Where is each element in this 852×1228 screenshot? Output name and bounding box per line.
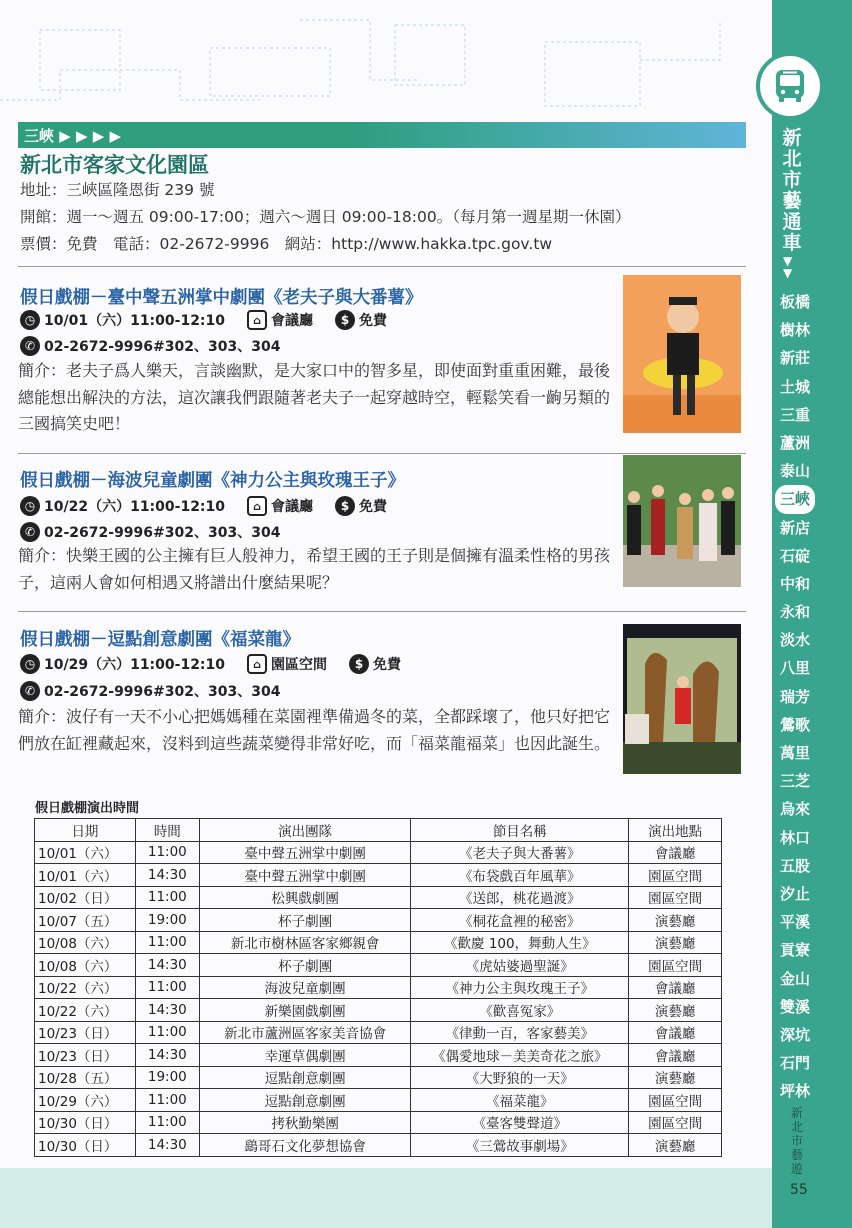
house-icon: ⌂ [247, 654, 267, 674]
sidebar-item[interactable]: 平溪 [779, 913, 810, 932]
event-time: 10/29（六）11:00-12:10 [44, 657, 226, 673]
column-header: 時間 [135, 819, 199, 842]
table-row [35, 1134, 722, 1157]
hours-text: 開館：週一～週五 09:00-17:00；週六～週日 09:00-18:00。（每月第一週星期一休園） [20, 208, 631, 226]
table-cell: 10/28（五） [35, 1066, 136, 1089]
table-row [35, 909, 722, 932]
table-cell: 10/22（六） [35, 999, 136, 1022]
place-title: 新北市客家文化園區 [20, 153, 209, 177]
table-cell: 19:00 [135, 909, 199, 932]
sidebar-item[interactable]: 萬里 [779, 744, 810, 762]
clock-icon: ◷ [20, 496, 40, 516]
event-phone-row [20, 522, 280, 542]
clock-icon: ◷ [20, 654, 40, 674]
table-row [35, 976, 722, 999]
table-row [35, 1111, 722, 1134]
sidebar-item[interactable]: 永和 [779, 603, 810, 622]
event-time: 10/22（六）11:00-12:10 [44, 499, 226, 515]
table-cell: 19:00 [135, 1066, 199, 1089]
table-row [35, 864, 722, 887]
schedule-title: 假日戲棚演出時間 [35, 801, 140, 816]
address-text: 地址：三峽區隆恩街 239 號 [20, 181, 215, 199]
event-phone: 02-2672-9996#302、303、304 [44, 684, 281, 700]
table-row [35, 1044, 722, 1067]
event-description: 簡介：波仔有一天不小心把媽媽種在菜園裡準備過冬的菜，全都踩壞了，他只好把它們放在缸裡藏起來，沒料到這些蔬菜變得非常好吃，而「福菜龍福菜」也因此誕生。 [18, 707, 611, 753]
sidebar-item[interactable]: 坪林 [779, 1082, 810, 1101]
sidebar-item[interactable]: 中和 [779, 574, 810, 593]
dollar-icon: $ [335, 496, 355, 516]
sidebar-item[interactable]: 淡水 [779, 631, 810, 650]
table-cell: 10/22（六） [35, 976, 136, 999]
table-cell: 11:00 [135, 931, 199, 954]
table-row [35, 1089, 722, 1112]
table-row [35, 931, 722, 954]
section-label: 三峽 ▶ ▶ ▶ ▶ [24, 127, 122, 145]
sidebar-title: 新北市藝通車 [782, 127, 802, 254]
table-cell: 演藝廳 [629, 1066, 722, 1089]
background-pattern [0, 0, 770, 120]
down-triangle-icon: ▼ [783, 254, 793, 268]
sidebar-item[interactable]: 土城 [779, 377, 810, 396]
table-cell: 演藝廳 [629, 1134, 722, 1157]
bottom-strip [0, 1168, 772, 1228]
sidebar-item[interactable]: 鶯歌 [779, 715, 810, 734]
event-meta [20, 496, 387, 516]
table-cell: 園區空間 [629, 864, 722, 887]
table-cell: 14:30 [135, 954, 199, 977]
phone-icon: ✆ [20, 681, 40, 701]
dollar-icon: $ [335, 310, 355, 330]
table-row [35, 1021, 722, 1044]
event-meta [20, 310, 387, 330]
clock-icon: ◷ [20, 310, 40, 330]
event-phone-row [20, 336, 280, 356]
table-cell: 10/02（日） [35, 886, 136, 909]
event-description: 簡介：老夫子爲人樂天，言談幽默，是大家口中的智多星，即使面對重重困難，最後總能想出解決的方法，這次讓我們跟隨著老夫子一起穿越時空，輕鬆笑看一齣另類的三國搞笑史吧！ [18, 361, 611, 433]
sidebar-item[interactable]: 瑞芳 [779, 687, 810, 706]
table-cell: 臺中聲五洲掌中劇團 [199, 864, 411, 887]
table-cell: 《歡慶 100，舞動人生》 [411, 931, 629, 954]
sidebar-item[interactable]: 林口 [779, 828, 810, 847]
ticket-text: 票價：免費 電話：02-2672-9996 網站：http://www.hakka.tpc.gov.tw [20, 235, 553, 253]
table-cell: 10/23（日） [35, 1044, 136, 1067]
sidebar-item[interactable]: 三重 [779, 405, 810, 424]
page-number: 55 [790, 1182, 808, 1198]
phone-icon: ✆ [20, 336, 40, 356]
sidebar-item[interactable]: 三芝 [779, 772, 810, 791]
table-cell: 園區空間 [629, 1089, 722, 1112]
table-cell: 會議廳 [629, 976, 722, 999]
column-header: 節目名稱 [411, 819, 629, 842]
table-cell: 《三鶯故事劇場》 [411, 1134, 629, 1157]
sidebar-item[interactable]: 烏來 [779, 800, 810, 819]
event-phone: 02-2672-9996#302、303、304 [44, 525, 281, 541]
table-cell: 10/30（日） [35, 1111, 136, 1134]
sidebar-item[interactable]: 雙溪 [779, 997, 810, 1016]
table-cell: 14:30 [135, 1134, 199, 1157]
event-price: 免費 [373, 657, 402, 673]
table-cell: 幸運草偶劇團 [199, 1044, 411, 1067]
table-cell: 《臺客雙聲道》 [411, 1111, 629, 1134]
schedule-table [34, 818, 722, 1157]
table-cell: 《大野狼的一天》 [411, 1066, 629, 1089]
table-cell: 會議廳 [629, 841, 722, 864]
column-header: 日期 [35, 819, 136, 842]
sidebar-item[interactable]: 貢寮 [779, 941, 810, 960]
table-cell: 逗點創意劇團 [199, 1066, 411, 1089]
divider [18, 453, 746, 454]
table-row [35, 954, 722, 977]
table-cell: 10/08（六） [35, 954, 136, 977]
table-cell: 《偶愛地球－美美奇花之旅》 [411, 1044, 629, 1067]
table-cell: 園區空間 [629, 954, 722, 977]
table-cell: 10/23（日） [35, 1021, 136, 1044]
table-cell: 11:00 [135, 1021, 199, 1044]
table-cell: 會議廳 [629, 1021, 722, 1044]
event-photo-stage [623, 624, 741, 774]
table-cell: 《神力公主與玫瑰王子》 [411, 976, 629, 999]
dollar-icon: $ [349, 654, 369, 674]
event-venue: 會議廳 [271, 499, 314, 515]
table-cell: 《布袋戲百年風華》 [411, 864, 629, 887]
table-cell: 松興戲劇團 [199, 886, 411, 909]
divider [18, 611, 746, 612]
event-price: 免費 [359, 313, 388, 329]
phone-icon: ✆ [20, 522, 40, 542]
event-time: 10/01（六）11:00-12:10 [44, 313, 226, 329]
table-cell: 新北市蘆洲區客家美音協會 [199, 1021, 411, 1044]
table-cell: 11:00 [135, 886, 199, 909]
bus-icon [756, 52, 824, 120]
table-cell: 10/01（六） [35, 864, 136, 887]
house-icon: ⌂ [247, 496, 267, 516]
district-nav [772, 288, 818, 1105]
table-cell: 《虎姑婆過聖誕》 [411, 954, 629, 977]
table-row [35, 886, 722, 909]
sidebar-item[interactable]: 金山 [779, 969, 810, 988]
down-triangle-icon: ▼ [783, 266, 793, 280]
event-meta [20, 654, 401, 674]
table-cell: 10/08（六） [35, 931, 136, 954]
sidebar-item[interactable]: 八里 [779, 659, 810, 678]
table-cell: 《福菜龍》 [411, 1089, 629, 1112]
table-cell: 杯子劇團 [199, 909, 411, 932]
table-cell: 杯子劇團 [199, 954, 411, 977]
section-banner [18, 122, 746, 148]
sidebar-item-active[interactable]: 三峽 [775, 485, 815, 513]
column-header: 演出地點 [629, 819, 722, 842]
table-cell: 10/30（日） [35, 1134, 136, 1157]
table-cell: 10/07（五） [35, 909, 136, 932]
table-cell: 《桐花盒裡的秘密》 [411, 909, 629, 932]
sidebar-item[interactable]: 新莊 [779, 349, 810, 368]
sidebar-item[interactable]: 板橋 [779, 293, 810, 311]
table-cell: 新北市樹林區客家鄉親會 [199, 931, 411, 954]
table-cell: 園區空間 [629, 886, 722, 909]
table-header-row [35, 819, 722, 842]
sidebar-item[interactable]: 樹林 [779, 321, 810, 340]
table-cell: 拷秋勤樂團 [199, 1111, 411, 1134]
table-cell: 演藝廳 [629, 999, 722, 1022]
table-cell: 《老夫子與大番薯》 [411, 841, 629, 864]
event-title: 假日戲棚－海波兒童劇團《神力公主與玫瑰王子》 [20, 471, 405, 491]
event-venue: 園區空間 [271, 657, 328, 673]
event-phone: 02-2672-9996#302、303、304 [44, 339, 281, 355]
event-title: 假日戲棚－臺中聲五洲掌中劇團《老夫子與大番薯》 [20, 288, 423, 308]
sidebar-item[interactable]: 泰山 [779, 462, 810, 481]
table-cell: 10/29（六） [35, 1089, 136, 1112]
sidebar-item[interactable]: 蘆洲 [779, 433, 810, 452]
event-price: 免費 [359, 499, 388, 515]
table-cell: 《歡喜冤家》 [411, 999, 629, 1022]
table-cell: 《律動一百，客家藝美》 [411, 1021, 629, 1044]
sidebar-item[interactable]: 石門 [779, 1054, 810, 1073]
sidebar-item[interactable]: 石碇 [779, 546, 810, 565]
table-row [35, 1066, 722, 1089]
sidebar-item[interactable]: 深坑 [779, 1025, 810, 1044]
table-cell: 11:00 [135, 1111, 199, 1134]
table-cell: 《送郎，桃花過渡》 [411, 886, 629, 909]
table-cell: 11:00 [135, 841, 199, 864]
table-row [35, 999, 722, 1022]
event-photo-children-theater [623, 455, 741, 587]
table-cell: 會議廳 [629, 1044, 722, 1067]
table-cell: 11:00 [135, 1089, 199, 1112]
table-cell: 演藝廳 [629, 931, 722, 954]
house-icon: ⌂ [247, 310, 267, 330]
event-photo-puppet [623, 275, 741, 433]
divider [18, 266, 746, 267]
sidebar-footer-text: 新北市藝遊 [790, 1106, 803, 1176]
table-cell: 逗點創意劇團 [199, 1089, 411, 1112]
event-title: 假日戲棚－逗點創意劇團《福菜龍》 [20, 630, 300, 650]
table-cell: 14:30 [135, 999, 199, 1022]
table-cell: 鷂哥石文化夢想協會 [199, 1134, 411, 1157]
event-venue: 會議廳 [271, 313, 314, 329]
sidebar-item[interactable]: 汐止 [779, 884, 810, 903]
sidebar-item[interactable]: 五股 [779, 856, 810, 875]
table-cell: 園區空間 [629, 1111, 722, 1134]
event-phone-row [20, 681, 280, 701]
table-cell: 臺中聲五洲掌中劇團 [199, 841, 411, 864]
table-cell: 14:30 [135, 1044, 199, 1067]
table-cell: 演藝廳 [629, 909, 722, 932]
event-description: 簡介：快樂王國的公主擁有巨人般神力，希望王國的王子則是個擁有溫柔性格的男孩子，這兩人會如何相遇又將譜出什麼結果呢？ [18, 546, 611, 592]
sidebar-item[interactable]: 新店 [779, 518, 810, 537]
table-cell: 11:00 [135, 976, 199, 999]
table-cell: 14:30 [135, 864, 199, 887]
table-cell: 海波兒童劇團 [199, 976, 411, 999]
table-cell: 新樂園戲劇團 [199, 999, 411, 1022]
table-cell: 10/01（六） [35, 841, 136, 864]
table-row [35, 841, 722, 864]
column-header: 演出團隊 [199, 819, 411, 842]
